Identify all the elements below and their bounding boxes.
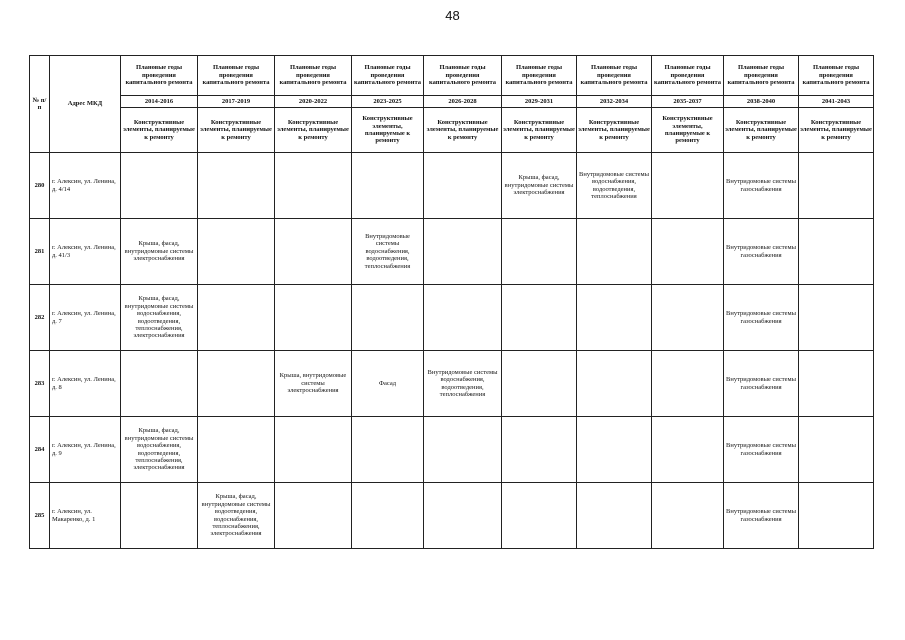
table-cell bbox=[121, 483, 198, 549]
row-address: г. Алексин, ул. Ленина, д. 9 bbox=[50, 417, 121, 483]
table-cell bbox=[652, 219, 724, 285]
table-cell bbox=[121, 153, 198, 219]
table-row bbox=[30, 285, 874, 351]
table-cell bbox=[502, 483, 577, 549]
header-range-row bbox=[30, 96, 874, 108]
table-cell: Крыша, фасад, внутридомовые системы электроснабжения bbox=[121, 219, 198, 285]
period-range: 2017-2019 bbox=[198, 96, 275, 108]
table-cell: Внутридомовые системы водоснабжения, водоотведения, теплоснабжения bbox=[352, 219, 424, 285]
table-cell bbox=[799, 483, 874, 549]
table-cell: Крыша, фасад, внутридомовые системы электроснабжения bbox=[502, 153, 577, 219]
table-cell bbox=[275, 285, 352, 351]
table-cell bbox=[652, 153, 724, 219]
table-cell bbox=[424, 285, 502, 351]
table-cell: Внутридомовые системы газоснабжения bbox=[724, 285, 799, 351]
row-number: 281 bbox=[30, 219, 50, 285]
period-title: Плановые годы проведения капитального ремонта bbox=[198, 56, 275, 96]
table-cell bbox=[198, 219, 275, 285]
period-range: 2014-2016 bbox=[121, 96, 198, 108]
col-num-header: № п/п bbox=[30, 56, 50, 153]
table-cell bbox=[799, 153, 874, 219]
period-elements: Конструктивные элементы, планируемые к ремонту bbox=[652, 108, 724, 153]
period-title: Плановые годы проведения капитального ремонта bbox=[424, 56, 502, 96]
table-cell bbox=[652, 351, 724, 417]
table-row bbox=[30, 351, 874, 417]
period-title: Плановые годы проведения капитального ремонта bbox=[652, 56, 724, 96]
table-cell: Внутридомовые системы газоснабжения bbox=[724, 351, 799, 417]
table-row bbox=[30, 417, 874, 483]
period-title: Плановые годы проведения капитального ремонта bbox=[275, 56, 352, 96]
period-range: 2026-2028 bbox=[424, 96, 502, 108]
table-cell: Внутридомовые системы водоснабжения, водоотведения, теплоснабжения bbox=[424, 351, 502, 417]
table-body bbox=[30, 153, 874, 549]
table-cell bbox=[275, 417, 352, 483]
row-address: г. Алексин, ул. Ленина, д. 8 bbox=[50, 351, 121, 417]
table-cell bbox=[799, 417, 874, 483]
table-cell bbox=[198, 285, 275, 351]
table-cell bbox=[799, 285, 874, 351]
period-range: 2035-2037 bbox=[652, 96, 724, 108]
table-cell bbox=[502, 219, 577, 285]
table-cell bbox=[121, 351, 198, 417]
period-range: 2020-2022 bbox=[275, 96, 352, 108]
table-cell bbox=[198, 351, 275, 417]
period-range: 2032-2034 bbox=[577, 96, 652, 108]
table-row bbox=[30, 153, 874, 219]
table-cell bbox=[275, 483, 352, 549]
capital-repair-table bbox=[29, 55, 874, 549]
table-cell bbox=[577, 219, 652, 285]
table-cell: Внутридомовые системы газоснабжения bbox=[724, 483, 799, 549]
table-cell: Внутридомовые системы газоснабжения bbox=[724, 153, 799, 219]
row-number: 285 bbox=[30, 483, 50, 549]
table-row bbox=[30, 219, 874, 285]
table-cell bbox=[275, 153, 352, 219]
table-cell bbox=[577, 483, 652, 549]
table-cell bbox=[652, 285, 724, 351]
table-cell bbox=[352, 483, 424, 549]
page-number: 48 bbox=[445, 8, 460, 23]
table-cell bbox=[352, 153, 424, 219]
table-cell bbox=[577, 285, 652, 351]
period-elements: Конструктивные элементы, планируемые к ремонту bbox=[121, 108, 198, 153]
period-title: Плановые годы проведения капитального ремонта bbox=[577, 56, 652, 96]
period-range: 2023-2025 bbox=[352, 96, 424, 108]
period-elements: Конструктивные элементы, планируемые к ремонту bbox=[352, 108, 424, 153]
table-cell bbox=[198, 153, 275, 219]
table-cell: Крыша, фасад, внутридомовые системы водоснабжения, водоотведения, теплоснабжения, электроснабжения bbox=[121, 285, 198, 351]
row-number: 280 bbox=[30, 153, 50, 219]
table-cell: Фасад bbox=[352, 351, 424, 417]
table-cell bbox=[577, 351, 652, 417]
table-cell bbox=[502, 351, 577, 417]
header-years-row bbox=[30, 56, 874, 96]
period-elements: Конструктивные элементы, планируемые к ремонту bbox=[424, 108, 502, 153]
period-range: 2038-2040 bbox=[724, 96, 799, 108]
table-header bbox=[30, 56, 874, 153]
col-address-header: Адрес МКД bbox=[50, 56, 121, 153]
table-cell: Крыша, внутридомовые системы электроснабжения bbox=[275, 351, 352, 417]
period-title: Плановые годы проведения капитального ремонта bbox=[724, 56, 799, 96]
table-cell bbox=[502, 285, 577, 351]
table-cell bbox=[424, 153, 502, 219]
period-elements: Конструктивные элементы, планируемые к ремонту bbox=[577, 108, 652, 153]
row-address: г. Алексин, ул. Ленина, д. 7 bbox=[50, 285, 121, 351]
table-cell bbox=[577, 417, 652, 483]
period-title: Плановые годы проведения капитального ремонта bbox=[121, 56, 198, 96]
table-cell bbox=[799, 351, 874, 417]
row-address: г. Алексин, ул. Макаренко, д. 1 bbox=[50, 483, 121, 549]
table-cell: Внутридомовые системы водоснабжения, водоотведения, теплоснабжения bbox=[577, 153, 652, 219]
period-title: Плановые годы проведения капитального ремонта bbox=[502, 56, 577, 96]
period-range: 2029-2031 bbox=[502, 96, 577, 108]
table-cell: Внутридомовые системы газоснабжения bbox=[724, 417, 799, 483]
table-cell bbox=[198, 417, 275, 483]
row-address: г. Алексин, ул. Ленина, д. 41/3 bbox=[50, 219, 121, 285]
period-title: Плановые годы проведения капитального ремонта bbox=[799, 56, 874, 96]
table-cell bbox=[799, 219, 874, 285]
table-cell bbox=[652, 417, 724, 483]
period-elements: Конструктивные элементы, планируемые к ремонту bbox=[198, 108, 275, 153]
table-cell: Внутридомовые системы газоснабжения bbox=[724, 219, 799, 285]
period-elements: Конструктивные элементы, планируемые к ремонту bbox=[275, 108, 352, 153]
header-elements-row bbox=[30, 108, 874, 153]
table-cell: Крыша, фасад, внутридомовые системы водоснабжения, водоотведения, теплоснабжения, электроснабжения bbox=[121, 417, 198, 483]
period-elements: Конструктивные элементы, планируемые к ремонту bbox=[502, 108, 577, 153]
table-cell bbox=[502, 417, 577, 483]
row-number: 284 bbox=[30, 417, 50, 483]
period-title: Плановые годы проведения капитального ремонта bbox=[352, 56, 424, 96]
period-range: 2041-2043 bbox=[799, 96, 874, 108]
period-elements: Конструктивные элементы, планируемые к ремонту bbox=[799, 108, 874, 153]
row-number: 282 bbox=[30, 285, 50, 351]
table-cell bbox=[424, 219, 502, 285]
table-cell bbox=[652, 483, 724, 549]
table-cell bbox=[352, 285, 424, 351]
row-number: 283 bbox=[30, 351, 50, 417]
table-cell bbox=[424, 417, 502, 483]
table-cell bbox=[352, 417, 424, 483]
period-elements: Конструктивные элементы, планируемые к ремонту bbox=[724, 108, 799, 153]
table-cell: Крыша, фасад, внутридомовые системы водоотведения, водоснабжения, теплоснабжения, электроснабжения bbox=[198, 483, 275, 549]
table-cell bbox=[424, 483, 502, 549]
row-address: г. Алексин, ул. Ленина, д. 4/14 bbox=[50, 153, 121, 219]
table-row bbox=[30, 483, 874, 549]
table-cell bbox=[275, 219, 352, 285]
